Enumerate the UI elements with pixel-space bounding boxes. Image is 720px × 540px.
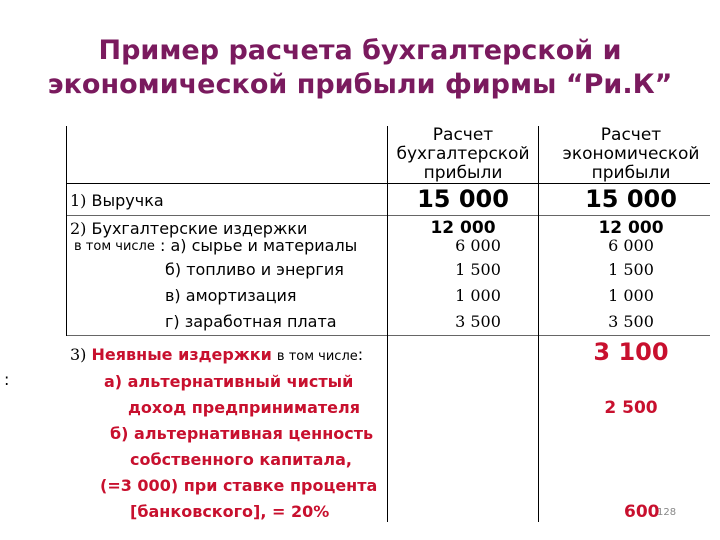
revenue-economic-value: 15 000 — [585, 185, 677, 213]
cost-item-economic-value: 3 500 — [608, 312, 654, 331]
implicit-item-a-line-1: а) альтернативный чистый — [104, 372, 354, 391]
row-implicit-costs-label — [70, 345, 363, 364]
column-divider-left — [66, 126, 67, 336]
column-header-economic — [548, 126, 714, 183]
row-accounting-costs-text: Бухгалтерские издержки — [91, 219, 308, 238]
cost-item-economic-value: 1 500 — [608, 260, 654, 279]
implicit-item-b-line-1: б) альтернативная ценность — [110, 424, 374, 443]
implicit-item-b-economic-value: 600 — [624, 502, 660, 522]
row-divider-revenue — [66, 215, 710, 216]
column-header-accounting-line-3: прибыли — [423, 163, 503, 183]
row-revenue-text: Выручка — [91, 191, 164, 210]
cost-item-accounting-value: 3 500 — [455, 312, 501, 331]
cost-item-accounting-value: 1 000 — [455, 286, 501, 305]
implicit-item-a-economic-value: 2 500 — [604, 398, 658, 418]
row-revenue-label — [70, 191, 164, 210]
row-divider-costs — [66, 335, 710, 336]
revenue-accounting-value: 15 000 — [417, 185, 509, 213]
column-header-economic-line-2: экономической — [562, 144, 700, 164]
page-title — [0, 34, 720, 102]
column-header-accounting-line-2: бухгалтерской — [396, 144, 530, 164]
left-margin-marker: : — [4, 370, 10, 389]
implicit-item-b-line-2: собственного капитала, — [130, 450, 352, 469]
accounting-costs-economic-value: 12 000 — [598, 218, 664, 238]
accounting-costs-including: в том числе — [74, 239, 155, 254]
cost-item-accounting-value: 6 000 — [455, 236, 501, 255]
cost-item-label: г) заработная плата — [165, 312, 337, 331]
cost-item-accounting-value: 1 500 — [455, 260, 501, 279]
column-header-accounting-line-1: Расчет — [432, 125, 494, 145]
cost-item-label: : а) сырье и материалы — [160, 236, 358, 255]
implicit-item-b-line-3: (=3 000) при ставке процента — [100, 476, 378, 495]
implicit-costs-economic-value: 3 100 — [593, 338, 669, 366]
column-header-economic-line-3: прибыли — [591, 163, 671, 183]
accounting-costs-accounting-value: 12 000 — [430, 218, 496, 238]
cost-item-label: в) амортизация — [165, 286, 297, 305]
page-number: 128 — [657, 507, 677, 518]
row-implicit-costs-number: 3) — [70, 345, 87, 364]
title-line-2: экономической прибыли фирмы “Ри.К” — [47, 69, 673, 100]
cost-item-economic-value: 1 000 — [608, 286, 654, 305]
implicit-item-a-line-2: доход предпринимателя — [128, 398, 360, 417]
column-header-economic-line-1: Расчет — [600, 125, 662, 145]
cost-item-label: б) топливо и энергия — [165, 260, 344, 279]
row-revenue-number: 1) — [70, 191, 87, 210]
column-header-accounting — [388, 126, 538, 183]
cost-item-economic-value: 6 000 — [608, 236, 654, 255]
title-line-1: Пример расчета бухгалтерской и — [98, 35, 622, 66]
row-implicit-costs-text: Неявные издержки — [91, 345, 272, 364]
header-row-divider — [66, 183, 710, 184]
implicit-item-b-line-4: [банковского], = 20% — [130, 502, 330, 521]
row-accounting-costs-number: 2) — [70, 219, 87, 238]
implicit-costs-including: в том числе — [276, 349, 358, 364]
implicit-costs-colon: : — [357, 345, 364, 364]
